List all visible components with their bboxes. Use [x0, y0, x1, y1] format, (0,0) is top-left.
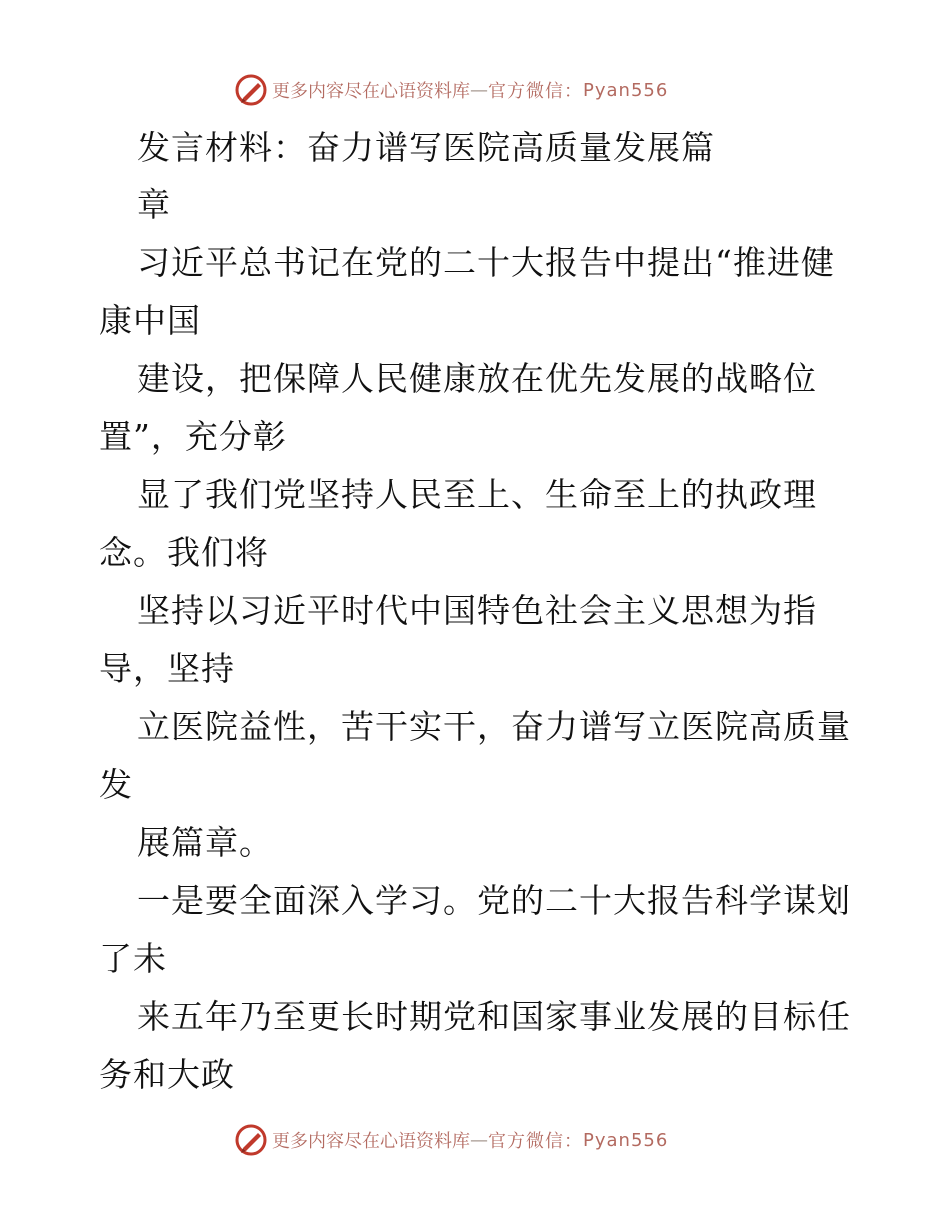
text-line: 章: [137, 185, 171, 224]
watermark-wechat-label: 官方微信：: [488, 1131, 583, 1152]
watermark-site-text: 更多内容尽在心语资料库: [272, 81, 470, 102]
text-line: 展篇章。: [137, 823, 273, 862]
text-line: 康中国: [99, 301, 201, 340]
text-line: 来五年乃至更长时期党和国家事业发展的目标任: [137, 997, 851, 1036]
text-line: 念。我们将: [99, 533, 269, 572]
watermark-wechat-id: Pyan556: [583, 79, 669, 101]
text-line: 务和大政: [99, 1055, 235, 1094]
watermark-separator: —: [470, 1129, 488, 1151]
document-title: 发言材料：奋力谱写医院高质量发展篇: [137, 128, 715, 167]
text-line: 立医院益性，苦干实干，奋力谱写立医院高质量: [137, 707, 851, 746]
text-line: 置”，充分彰: [99, 417, 287, 456]
watermark-site-text: 更多内容尽在心语资料库: [272, 1131, 470, 1152]
watermark-separator: —: [470, 79, 488, 101]
text-line: 坚持以习近平时代中国特色社会主义思想为指: [137, 591, 817, 630]
text-line: 发: [99, 765, 133, 804]
text-line: 显了我们党坚持人民至上、生命至上的执政理: [137, 475, 817, 514]
footer-watermark: [234, 1122, 668, 1158]
header-watermark: [234, 72, 668, 108]
text-line: 导，坚持: [99, 649, 235, 688]
pen-logo-icon: [234, 1123, 268, 1157]
watermark-wechat-label: 官方微信：: [488, 81, 583, 102]
text-line: 建设，把保障人民健康放在优先发展的战略位: [137, 359, 817, 398]
pen-logo-icon: [234, 73, 268, 107]
watermark-wechat-id: Pyan556: [583, 1129, 669, 1151]
text-line: 了未: [99, 939, 167, 978]
text-line: 习近平总书记在党的二十大报告中提出“推进健: [137, 243, 835, 282]
text-line: 一是要全面深入学习。党的二十大报告科学谋划: [137, 881, 851, 920]
